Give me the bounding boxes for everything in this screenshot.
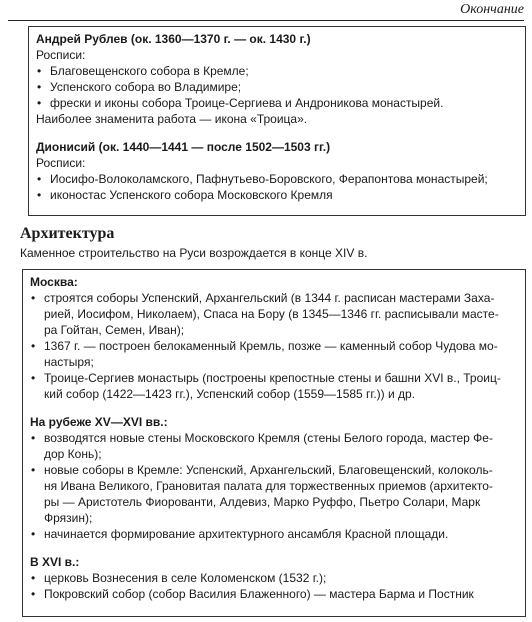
- list-item: • Успенского собора во Владимире;: [37, 80, 242, 94]
- rublev-note: Наиболее знаменита работа — икона «Троица».: [36, 112, 308, 126]
- turn-list: [30, 430, 519, 542]
- rublev-title: Андрей Рублев (ок. 1360—1370 г. — ок. 1430 г.): [36, 32, 311, 46]
- painters-box: [28, 26, 526, 216]
- moscow-title: Москва:: [30, 275, 78, 289]
- list-item: • Благовещенского собора в Кремле;: [37, 64, 249, 78]
- list-item: • 1367 г. — построен белокаменный Кремль, позже — каменный собор Чудова мо- настыря;: [31, 339, 498, 369]
- list-item: • Покровский собор (собор Василия Блаженного) — мастера Барма и Постник: [31, 587, 474, 601]
- list-item: • фрески и иконы собора Троице-Сергиева и Андроникова монастырей.: [37, 96, 444, 110]
- list-item: • иконостас Успенского собора Московского Кремля: [37, 188, 333, 202]
- xvi-title: В XVI в.:: [30, 555, 80, 569]
- list-item: • начинается формирование архитектурного ансамбля Красной площади.: [31, 527, 449, 541]
- list-item: • Иосифо-Волоколамского, Пафнутьево-Боровского, Ферапонтова монастырей;: [37, 172, 488, 186]
- dionisy-title: Дионисий (ок. 1440—1441 — после 1502—1503 гг.): [36, 140, 331, 154]
- continuation-label: Окончание: [460, 2, 524, 17]
- turn-title: На рубеже XV—XVI вв.:: [30, 415, 168, 429]
- dionisy-subtitle: Росписи:: [36, 156, 86, 170]
- moscow-list: [30, 290, 519, 402]
- architecture-intro: Каменное строительство на Руси возрождается в конце XIV в.: [20, 246, 368, 260]
- architecture-heading: Архитектура: [20, 225, 115, 242]
- list-item: • строятся соборы Успенский, Архангельский (в 1344 г. расписан мастерами Заха- рией, Иосифом, Николаем), Спаса на Бору (в 1345—1346 гг. расписывали масте- ра Гойтан, Семен, Иван);: [31, 291, 499, 337]
- list-item: • Троице-Сергиев монастырь (построены крепостные стены и башни XVI в., Троиц- кий собор (1422—1423 гг.), Успенский собор (1559—1585 гг.)) и др.: [31, 371, 501, 401]
- dionisy-list: [36, 171, 519, 203]
- xvi-list: [30, 570, 519, 602]
- header-rule: [8, 20, 524, 21]
- rublev-subtitle: Росписи:: [36, 48, 86, 62]
- architecture-box: [22, 269, 526, 617]
- list-item: • новые соборы в Кремле: Успенский, Архангельский, Благовещенский, колоколь- ня Ивана Великого, Грановитая палата для торжественных приемов (архитекто- ры — Аристотель Фиорованти, Алдевиз, Марко Руффо, Пьетро Солари, Марк Фрязин);: [31, 463, 493, 525]
- list-item: • церковь Вознесения в селе Коломенском (1532 г.);: [31, 571, 327, 585]
- rublev-list: [36, 63, 519, 111]
- list-item: • возводятся новые стены Московского Кремля (стены Белого города, мастер Фе- дор Конь);: [31, 431, 493, 461]
